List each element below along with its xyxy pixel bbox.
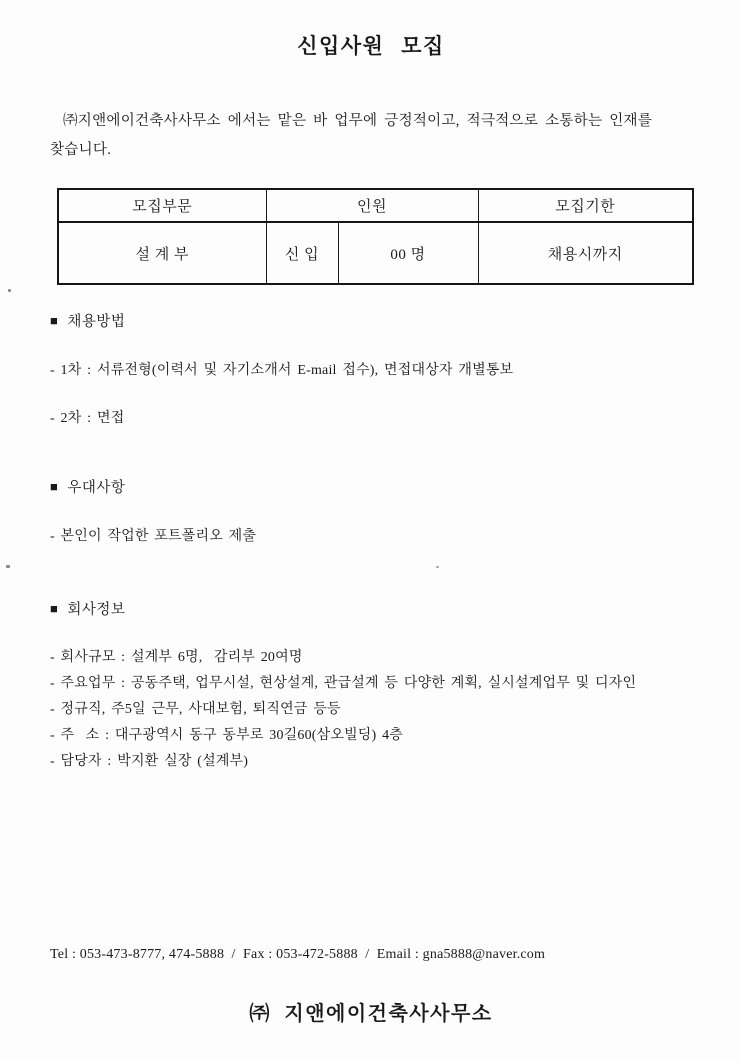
scan-artifact	[8, 289, 11, 292]
square-bullet-icon: ■	[50, 313, 59, 328]
square-bullet-icon: ■	[50, 601, 59, 616]
section-title-text: 회사정보	[67, 602, 126, 618]
table-cell-count: 00 명	[338, 222, 478, 284]
section-preferred	[50, 477, 692, 547]
list-item: - 2차 : 면접	[50, 411, 125, 426]
company-name: ㈜ 지앤에이건축사사무소	[249, 1003, 493, 1025]
section-company-info	[50, 599, 692, 775]
intro-paragraph	[50, 107, 692, 165]
document-title: 신입사원 모집	[297, 34, 445, 58]
list-item: - 본인이 작업한 포트폴리오 제출	[50, 529, 257, 544]
list-item: - 1차 : 서류전형(이력서 및 자기소개서 E-mail 접수), 면접대상자 개별통보	[50, 363, 514, 378]
section-heading	[50, 311, 692, 333]
section-heading	[50, 599, 692, 621]
intro-line-2: 찾습니다.	[50, 142, 112, 158]
table-data-row	[58, 222, 693, 284]
scan-artifact	[436, 566, 439, 568]
section-heading	[50, 477, 692, 499]
table-cell-deadline: 채용시까지	[478, 222, 693, 284]
table-cell-dept: 설 계 부	[58, 222, 266, 284]
list-item: - 회사규모 : 설계부 6명, 감리부 20여명	[50, 650, 303, 665]
scan-artifact	[6, 565, 10, 568]
company-info-list	[50, 645, 692, 775]
square-bullet-icon: ■	[50, 479, 59, 494]
list-item: - 주요업무 : 공동주택, 업무시설, 현상설계, 관급설계 등 다양한 계획, 실시설계업무 및 디자인	[50, 676, 637, 691]
recruitment-table	[57, 188, 694, 285]
table-header-deadline: 모집기한	[478, 189, 693, 222]
intro-line-1: ㈜지앤에이건축사사무소 에서는 맡은 바 업무에 긍정적이고, 적극적으로 소통하는 인재를	[63, 113, 653, 129]
section-title-text: 채용방법	[67, 314, 126, 330]
table-header-row	[58, 189, 693, 222]
list-item: - 주 소 : 대구광역시 동구 동부로 30길60(삼오빌딩) 4층	[50, 728, 404, 743]
table-header-dept: 모집부문	[58, 189, 266, 222]
contact-line: Tel : 053-473-8777, 474-5888 / Fax : 053-472-5888 / Email : gna5888@naver.com	[50, 947, 546, 962]
table-cell-level: 신 입	[266, 222, 338, 284]
table-header-count: 인원	[266, 189, 478, 222]
list-item: - 담당자 : 박지환 실장 (설계부)	[50, 754, 249, 769]
list-item: - 정규직, 주5일 근무, 사대보험, 퇴직연금 등등	[50, 702, 341, 717]
section-title-text: 우대사항	[67, 480, 126, 496]
section-recruitment-method	[50, 311, 692, 429]
